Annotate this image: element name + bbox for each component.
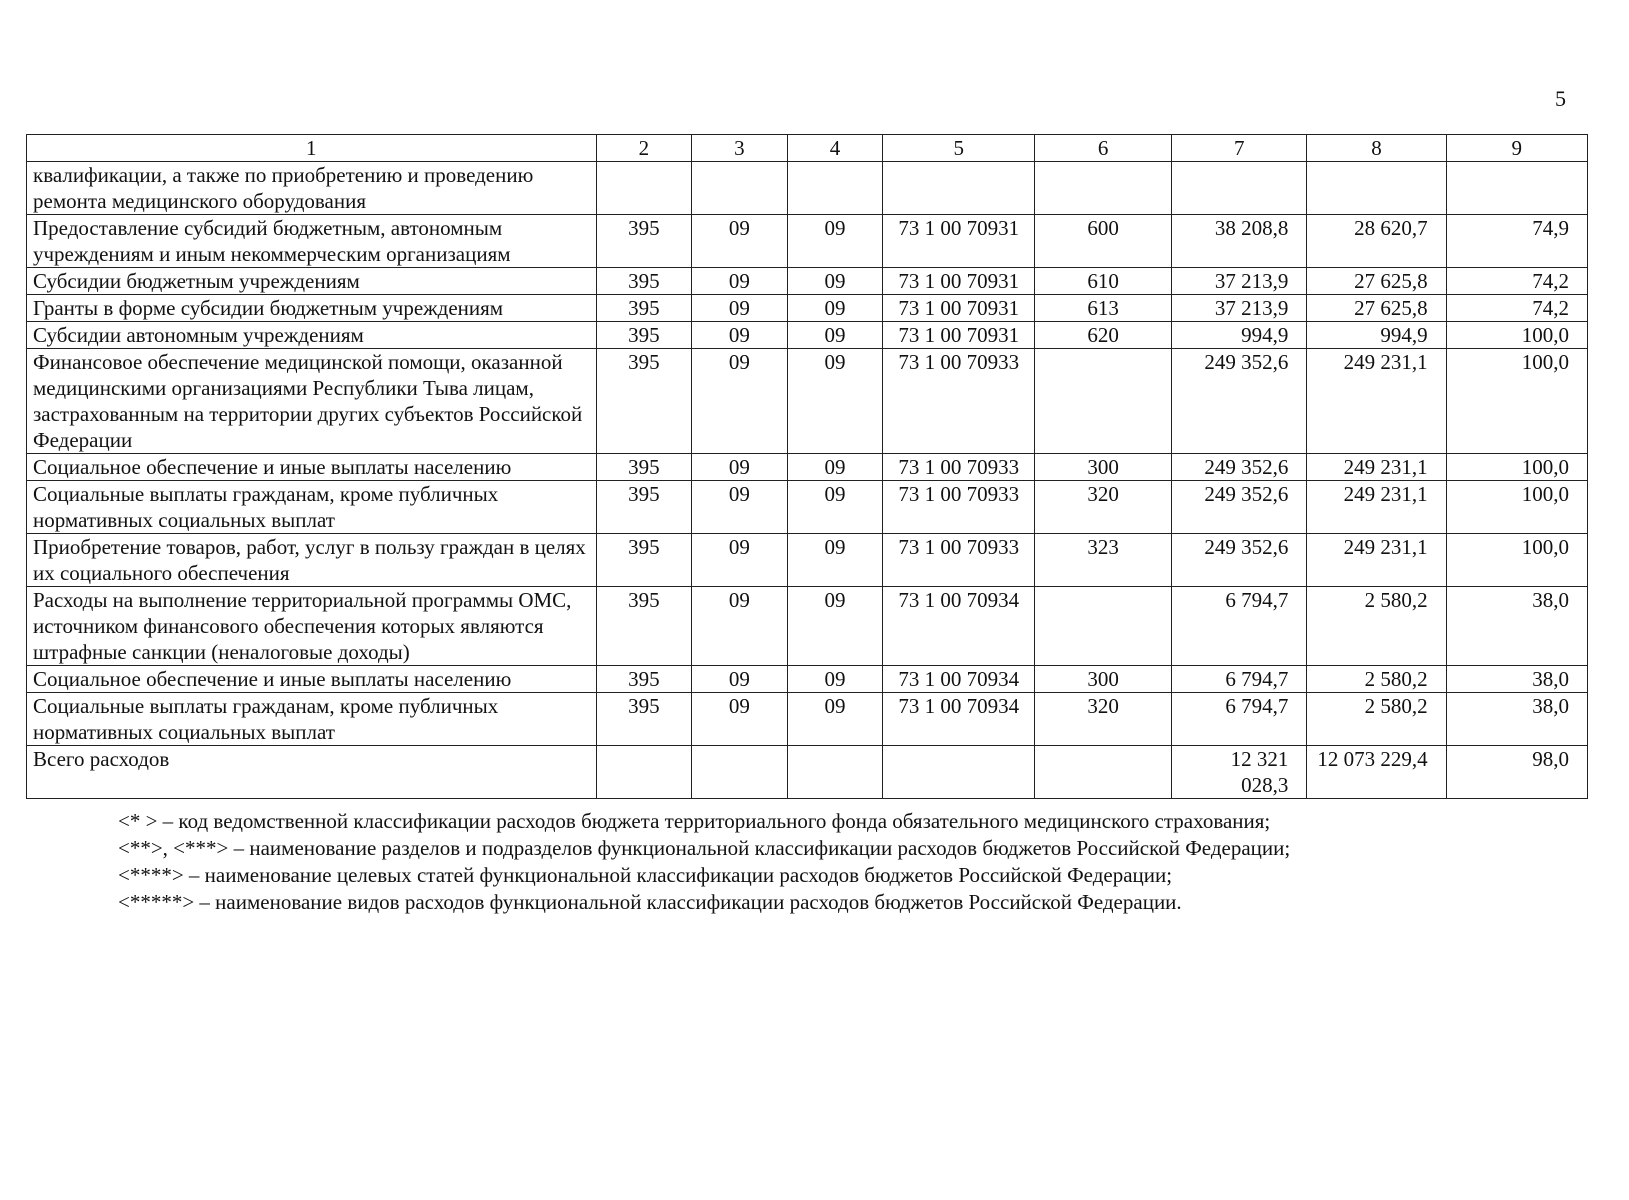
table-row [27,666,1588,693]
section-cell: 09 [692,215,788,268]
col-header: 8 [1307,135,1446,162]
col-header: 5 [883,135,1035,162]
code-cell: 395 [596,693,692,746]
table-row [27,454,1588,481]
subsection-cell: 09 [787,693,883,746]
target-article-cell: 73 1 00 70933 [883,454,1035,481]
plan-cell: 12 321 028,3 [1172,746,1307,799]
plan-cell: 249 352,6 [1172,454,1307,481]
plan-cell: 249 352,6 [1172,349,1307,454]
row-name-cell: Расходы на выполнение территориальной программы ОМС, источником финансового обеспечения которых являются штрафные санкции (неналоговые доходы) [27,587,597,666]
section-cell: 09 [692,481,788,534]
plan-cell: 6 794,7 [1172,587,1307,666]
actual-cell: 2 580,2 [1307,587,1446,666]
actual-cell: 2 580,2 [1307,666,1446,693]
target-article-cell: 73 1 00 70931 [883,322,1035,349]
header-row [27,135,1588,162]
code-cell: 395 [596,666,692,693]
col-header: 4 [787,135,883,162]
table-row [27,693,1588,746]
row-name-cell: Приобретение товаров, работ, услуг в пользу граждан в целях их социального обеспечения [27,534,597,587]
code-cell [596,162,692,215]
table-row [27,587,1588,666]
expense-type-cell [1035,587,1172,666]
section-cell: 09 [692,349,788,454]
subsection-cell [787,162,883,215]
percent-cell: 38,0 [1446,587,1587,666]
code-cell: 395 [596,481,692,534]
section-cell: 09 [692,268,788,295]
table-row [27,349,1588,454]
subsection-cell: 09 [787,454,883,481]
actual-cell: 2 580,2 [1307,693,1446,746]
subsection-cell: 09 [787,295,883,322]
col-header: 7 [1172,135,1307,162]
expense-type-cell: 300 [1035,454,1172,481]
row-name-cell: Социальное обеспечение и иные выплаты населению [27,454,597,481]
row-name-cell: Социальное обеспечение и иные выплаты населению [27,666,597,693]
section-cell [692,162,788,215]
table-row [27,295,1588,322]
target-article-cell [883,162,1035,215]
plan-cell: 37 213,9 [1172,268,1307,295]
code-cell: 395 [596,587,692,666]
percent-cell: 100,0 [1446,481,1587,534]
expense-type-cell [1035,746,1172,799]
code-cell [596,746,692,799]
actual-cell: 28 620,7 [1307,215,1446,268]
page-number: 5 [1555,86,1566,111]
table-row [27,268,1588,295]
subsection-cell [787,746,883,799]
section-cell: 09 [692,454,788,481]
table-row [27,162,1588,215]
budget-table [26,134,1588,799]
expense-type-cell: 320 [1035,693,1172,746]
percent-cell [1446,162,1587,215]
subsection-cell: 09 [787,481,883,534]
actual-cell [1307,162,1446,215]
row-name-cell: Всего расходов [27,746,597,799]
expense-type-cell: 323 [1035,534,1172,587]
subsection-cell: 09 [787,215,883,268]
actual-cell: 249 231,1 [1307,481,1446,534]
actual-cell: 12 073 229,4 [1307,746,1446,799]
row-name-cell: Социальные выплаты гражданам, кроме публичных нормативных социальных выплат [27,693,597,746]
row-name-cell: квалификации, а также по приобретению и проведению ремонта медицинского оборудования [27,162,597,215]
code-cell: 395 [596,268,692,295]
table-row [27,322,1588,349]
code-cell: 395 [596,534,692,587]
code-cell: 395 [596,349,692,454]
section-cell: 09 [692,322,788,349]
plan-cell: 38 208,8 [1172,215,1307,268]
footnotes [118,808,1290,916]
percent-cell: 100,0 [1446,349,1587,454]
code-cell: 395 [596,322,692,349]
percent-cell: 74,2 [1446,295,1587,322]
expense-type-cell: 620 [1035,322,1172,349]
plan-cell: 249 352,6 [1172,481,1307,534]
target-article-cell [883,746,1035,799]
actual-cell: 249 231,1 [1307,534,1446,587]
footnote: <* > – код ведомственной классификации расходов бюджета территориального фонда обязательного медицинского страхования; [118,809,1271,833]
col-header: 2 [596,135,692,162]
actual-cell: 994,9 [1307,322,1446,349]
section-cell: 09 [692,666,788,693]
target-article-cell: 73 1 00 70931 [883,268,1035,295]
plan-cell [1172,162,1307,215]
target-article-cell: 73 1 00 70934 [883,587,1035,666]
row-name-cell: Социальные выплаты гражданам, кроме публичных нормативных социальных выплат [27,481,597,534]
expense-type-cell: 613 [1035,295,1172,322]
table-row [27,481,1588,534]
plan-cell: 6 794,7 [1172,693,1307,746]
expense-type-cell [1035,349,1172,454]
row-name-cell: Финансовое обеспечение медицинской помощи, оказанной медицинскими организациями Республики Тыва лицам, застрахованным на территории других субъектов Российской Федерации [27,349,597,454]
footnote: <****> – наименование целевых статей функциональной классификации расходов бюджетов Российской Федерации; [118,863,1173,887]
percent-cell: 100,0 [1446,534,1587,587]
expense-type-cell: 300 [1035,666,1172,693]
col-header: 1 [27,135,597,162]
col-header: 3 [692,135,788,162]
footnote: <**>, <***> – наименование разделов и подразделов функциональной классификации расходов бюджетов Российской Федерации; [118,836,1291,860]
subsection-cell: 09 [787,534,883,587]
expense-type-cell: 610 [1035,268,1172,295]
section-cell [692,746,788,799]
percent-cell: 38,0 [1446,693,1587,746]
actual-cell: 249 231,1 [1307,349,1446,454]
row-name-cell: Предоставление субсидий бюджетным, автономным учреждениям и иным некоммерческим организациям [27,215,597,268]
target-article-cell: 73 1 00 70934 [883,666,1035,693]
subsection-cell: 09 [787,268,883,295]
target-article-cell: 73 1 00 70933 [883,349,1035,454]
section-cell: 09 [692,295,788,322]
percent-cell: 100,0 [1446,322,1587,349]
footnote: <*****> – наименование видов расходов функциональной классификации расходов бюджетов Российской Федерации. [118,890,1182,914]
plan-cell: 6 794,7 [1172,666,1307,693]
percent-cell: 74,2 [1446,268,1587,295]
col-header: 6 [1035,135,1172,162]
subsection-cell: 09 [787,322,883,349]
code-cell: 395 [596,454,692,481]
subsection-cell: 09 [787,666,883,693]
table-row [27,534,1588,587]
target-article-cell: 73 1 00 70934 [883,693,1035,746]
expense-type-cell: 600 [1035,215,1172,268]
section-cell: 09 [692,693,788,746]
plan-cell: 249 352,6 [1172,534,1307,587]
expense-type-cell [1035,162,1172,215]
actual-cell: 249 231,1 [1307,454,1446,481]
table-body [27,162,1588,799]
plan-cell: 994,9 [1172,322,1307,349]
percent-cell: 98,0 [1446,746,1587,799]
percent-cell: 38,0 [1446,666,1587,693]
target-article-cell: 73 1 00 70933 [883,534,1035,587]
percent-cell: 74,9 [1446,215,1587,268]
subsection-cell: 09 [787,349,883,454]
code-cell: 395 [596,295,692,322]
percent-cell: 100,0 [1446,454,1587,481]
row-name-cell: Субсидии бюджетным учреждениям [27,268,597,295]
section-cell: 09 [692,587,788,666]
table-row [27,215,1588,268]
actual-cell: 27 625,8 [1307,295,1446,322]
row-name-cell: Гранты в форме субсидии бюджетным учреждениям [27,295,597,322]
row-name-cell: Субсидии автономным учреждениям [27,322,597,349]
actual-cell: 27 625,8 [1307,268,1446,295]
total-row [27,746,1588,799]
subsection-cell: 09 [787,587,883,666]
target-article-cell: 73 1 00 70933 [883,481,1035,534]
target-article-cell: 73 1 00 70931 [883,215,1035,268]
section-cell: 09 [692,534,788,587]
code-cell: 395 [596,215,692,268]
col-header: 9 [1446,135,1587,162]
target-article-cell: 73 1 00 70931 [883,295,1035,322]
expense-type-cell: 320 [1035,481,1172,534]
plan-cell: 37 213,9 [1172,295,1307,322]
